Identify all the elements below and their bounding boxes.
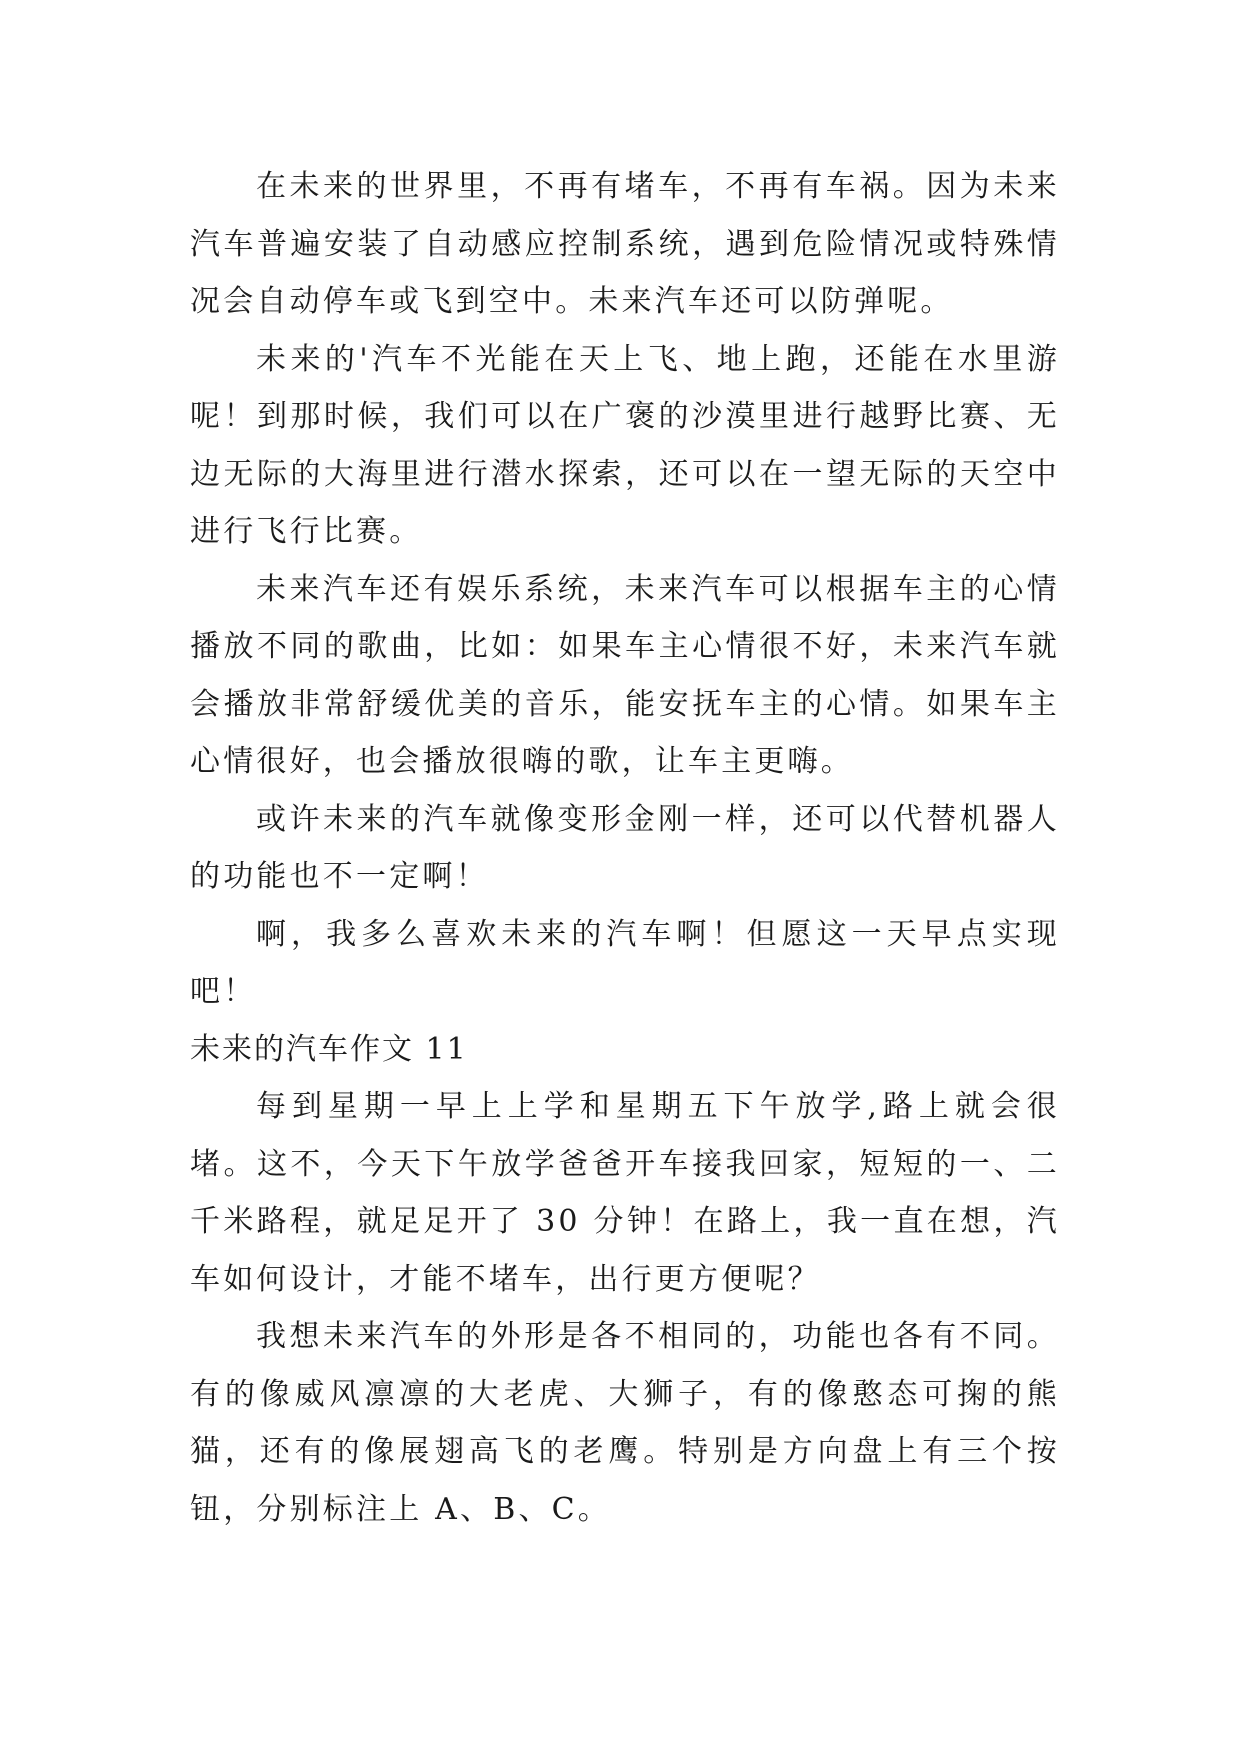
paragraph-3: 未来汽车还有娱乐系统，未来汽车可以根据车主的心情播放不同的歌曲，比如：如果车主心情很不好，未来汽车就会播放非常舒缓优美的音乐，能安抚车主的心情。如果车主心情很好，也会播放很嗨的歌，让车主更嗨。 — [190, 571, 1060, 779]
paragraph-4: 或许未来的汽车就像变形金刚一样，还可以代替机器人的功能也不一定啊！ — [190, 801, 1060, 894]
paragraph-2: 未来的'汽车不光能在天上飞、地上跑，还能在水里游呢！到那时候，我们可以在广褒的沙漠里进行越野比赛、无边无际的大海里进行潜水探索，还可以在一望无际的天空中进行飞行比赛。 — [190, 341, 1060, 549]
paragraph-1: 在未来的世界里，不再有堵车，不再有车祸。因为未来汽车普遍安装了自动感应控制系统，遇到危险情况或特殊情况会自动停车或飞到空中。未来汽车还可以防弹呢。 — [190, 169, 1060, 319]
document-page — [190, 158, 1060, 1538]
section-heading: 未来的汽车作文 11 — [190, 1031, 468, 1067]
paragraph-5: 啊，我多么喜欢未来的汽车啊！但愿这一天早点实现吧！ — [190, 916, 1060, 1009]
paragraph-7: 我想未来汽车的外形是各不相同的，功能也各有不同。有的像威风凛凛的大老虎、大狮子，有的像憨态可掬的熊猫，还有的像展翅高飞的老鹰。特别是方向盘上有三个按钮，分别标注上 A、B、C。 — [190, 1319, 1060, 1527]
paragraph-6: 每到星期一早上上学和星期五下午放学,路上就会很堵。这不，今天下午放学爸爸开车接我回家，短短的一、二千米路程，就足足开了 30 分钟！在路上，我一直在想，汽车如何设计，才能不堵车，出行更方便呢？ — [190, 1089, 1060, 1297]
